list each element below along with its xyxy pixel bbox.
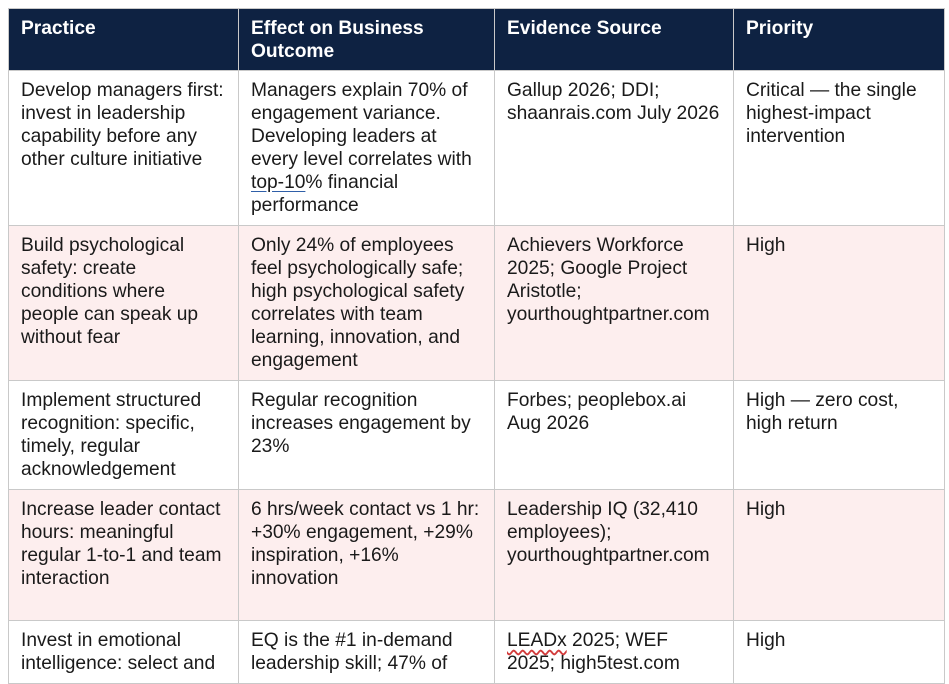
evidence-table [8, 8, 945, 684]
priority-cell: High [734, 621, 945, 684]
effect-text: Managers explain 70% of engagement variance. Developing leaders at every level correlates with [251, 80, 472, 170]
spellcheck-flagged-text: LEADx [507, 630, 567, 651]
effect-cell: Only 24% of employees feel psychologically safe; high psychological safety correlates with team learning, innovation, and engagement [239, 226, 495, 381]
practice-cell: Develop managers first: invest in leadership capability before any other culture initiative [9, 71, 239, 226]
table-row [9, 621, 945, 684]
priority-cell: Critical — the single highest-impact intervention [734, 71, 945, 226]
header-row [9, 9, 945, 71]
header-practice: Practice [9, 9, 239, 71]
header-evidence: Evidence Source [495, 9, 734, 71]
evidence-text: 2025; WEF 2025; high5test.com [507, 630, 680, 674]
priority-cell: High [734, 490, 945, 621]
effect-cell: 6 hrs/week contact vs 1 hr: +30% engagement, +29% inspiration, +16% innovation [239, 490, 495, 621]
practice-cell: Implement structured recognition: specific, timely, regular acknowledgement [9, 381, 239, 490]
effect-text-end: % financial performance [251, 172, 399, 216]
table-row [9, 381, 945, 490]
practice-cell: Increase leader contact hours: meaningful regular 1-to-1 and team interaction [9, 490, 239, 621]
evidence-cell: Gallup 2026; DDI; shaanrais.com July 2026 [495, 71, 734, 226]
evidence-cell: Forbes; peoplebox.ai Aug 2026 [495, 381, 734, 490]
evidence-cell: Achievers Workforce 2025; Google Project Aristotle; yourthoughtpartner.com [495, 226, 734, 381]
evidence-cell [495, 621, 734, 684]
practice-cell: Build psychological safety: create conditions where people can speak up without fear [9, 226, 239, 381]
header-priority: Priority [734, 9, 945, 71]
header-effect: Effect on Business Outcome [239, 9, 495, 71]
practice-cell: Invest in emotional intelligence: select and [9, 621, 239, 684]
effect-cell: Regular recognition increases engagement by 23% [239, 381, 495, 490]
table-row [9, 71, 945, 226]
priority-cell: High — zero cost, high return [734, 381, 945, 490]
effect-cell [239, 71, 495, 226]
table-row [9, 226, 945, 381]
evidence-cell: Leadership IQ (32,410 employees); yourthoughtpartner.com [495, 490, 734, 621]
effect-cell: EQ is the #1 in-demand leadership skill; 47% of [239, 621, 495, 684]
grammar-flagged-text: top-10 [251, 172, 306, 193]
table-row [9, 490, 945, 621]
priority-cell: High [734, 226, 945, 381]
